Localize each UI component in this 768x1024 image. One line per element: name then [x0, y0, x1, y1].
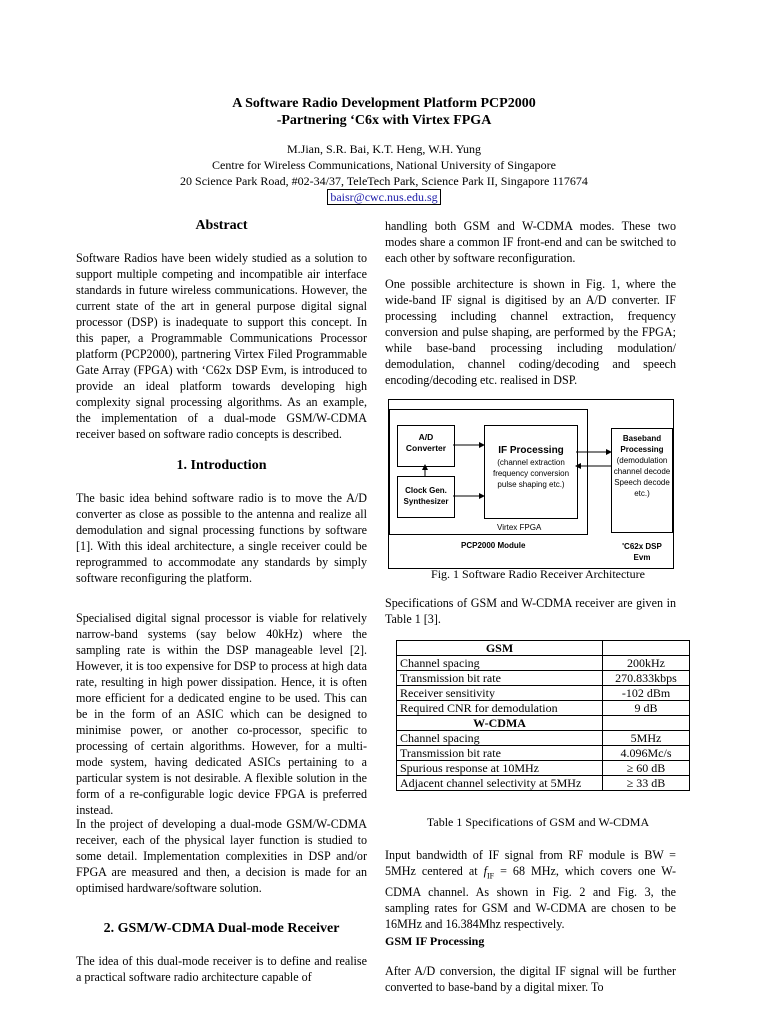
table-cell: Transmission bit rate	[397, 671, 603, 686]
intro-paragraph-1: The basic idea behind software radio is to move the A/D converter as close as possible to the antenna and realize all demodulation and signal processing functions by software [1]. With this ideal architecture, a single receiver could be reprogrammed to accommodate any standards by simply software reconfiguring the platform.	[76, 491, 367, 585]
gsm-header: GSM	[397, 641, 603, 656]
table-1-caption: Table 1 Specifications of GSM and W-CDMA	[426, 815, 650, 829]
ad-label-2: Converter	[405, 443, 447, 453]
address: 20 Science Park Road, #02-34/37, TeleTech Park, Science Park II, Singapore 117674	[180, 174, 588, 188]
intro-p3-block	[76, 816, 367, 896]
bb-label-5: Speech decode	[614, 478, 670, 487]
table-cell: Channel spacing	[397, 656, 603, 671]
section2-heading: 2. GSM/W-CDMA Dual-mode Receiver	[103, 921, 340, 936]
p3-part-a: Input bandwidth of IF signal from RF module is BW = 5MHz centered at	[385, 848, 676, 878]
table-row	[397, 761, 690, 776]
dsp-label-1: 'C62x DSP	[622, 542, 662, 551]
intro-heading: 1. Introduction	[176, 458, 267, 473]
table-row	[397, 716, 690, 731]
if-detail-1: (channel extraction	[497, 458, 565, 467]
table-row	[397, 776, 690, 791]
if-title: IF Processing	[498, 445, 564, 456]
right-paragraph-2: Specifications of GSM and W-CDMA receiver are given in Table 1 [3].	[385, 596, 676, 626]
table-cell: Channel spacing	[397, 731, 603, 746]
pcp2000-module-label: PCP2000 Module	[461, 541, 526, 550]
dsp-label-2: Evm	[633, 553, 651, 562]
table-row	[397, 746, 690, 761]
table-row	[397, 656, 690, 671]
table-cell	[603, 641, 690, 656]
bb-label-1: Baseband	[622, 434, 662, 443]
table-cell: 9 dB	[603, 701, 690, 716]
p3-part-b: = 68 MHz, which covers one W-CDMA channel. As shown in Fig. 2 and Fig. 3, the sampling rates for GSM and W-CDMA are chosen to be 16MHz and 16.384Mhz respectively.	[385, 864, 676, 932]
abstract-paragraph: Software Radios have been widely studied as a solution to support multiple competing and incompatible air interface standards in future wireless communications. However, the current state of the art in general purpose digital signal processor (DSP) is inadequate to support this concept. In this paper, a Programmable Communications Processor platform (PCP2000), partnering Virtex Filed Programmable Gate Array (FPGA) with ‘C62x DSP Evm, is introduced to provide an ideal platform towards developing high complexity signal processing algorithms. As an example, the implementation of a dual-mode GSM/W-CDMA receiver based on software radio concepts is described.	[76, 251, 367, 441]
right-p1-block	[385, 276, 676, 388]
intro-p1-block	[76, 490, 367, 586]
figure-1	[388, 399, 674, 569]
p3-if-subscript: IF	[486, 871, 495, 881]
if-detail-2: frequency conversion	[492, 469, 570, 478]
paper-title-line1: A Software Radio Development Platform PCP2000	[232, 96, 536, 111]
table-cell: Transmission bit rate	[397, 746, 603, 761]
table-cell: 200kHz	[603, 656, 690, 671]
abstract-text	[76, 250, 367, 442]
clock-label-1: Clock Gen.	[405, 486, 447, 495]
table-cell	[603, 716, 690, 731]
intro-paragraph-2: Specialised digital signal processor is viable for relatively narrow-band systems (say below 40kHz) where the sampling rate is within the DSP manageable level [2]. However, it is too expensive for DSP to process at high data rate, resulting in high power dissipation. Hence, it is often more efficient for a dedicated engine to be used. This can be in the form of an ASIC which can be designed to minimise power, or another co-processor, specific to processing of certain algorithms. However, for a multi-mode system, having dedicated ASICs pertaining to a particular system is not desirable. A flexible solution in the form of a re-configurable logic device FPGA is preferred instead.	[76, 611, 367, 817]
figure-arrows	[389, 400, 673, 568]
table-row	[397, 701, 690, 716]
section2-paragraph-1: The idea of this dual-mode receiver is to define and realise a practical software radio architecture capable of	[76, 954, 367, 984]
table-cell: ≥ 60 dB	[603, 761, 690, 776]
table-cell: Spurious response at 10MHz	[397, 761, 603, 776]
right-paragraph-3	[385, 847, 676, 932]
table-cell: 4.096Mc/s	[603, 746, 690, 761]
right-p2-block	[385, 595, 676, 627]
right-paragraph-1: One possible architecture is shown in Fig. 1, where the wide-band IF signal is digitised by an A/D converter. IF processing including channel extraction, frequency conversion and pulse shaping, are performed by the FPGA; while base-band processing including modulation/ demodulation, channel coding/decoding and speech encoding/decoding etc. realised in DSP.	[385, 277, 676, 387]
clock-label-2: Synthesizer	[403, 497, 449, 506]
figure-1-caption: Fig. 1 Software Radio Receiver Architecture	[431, 567, 645, 581]
table-row	[397, 671, 690, 686]
bb-label-2: Processing	[620, 445, 664, 454]
table-cell: 5MHz	[603, 731, 690, 746]
right-p4-block	[385, 963, 676, 995]
table-row	[397, 731, 690, 746]
table-cell: Required CNR for demodulation	[397, 701, 603, 716]
table-cell: 270.833kbps	[603, 671, 690, 686]
table-row	[397, 686, 690, 701]
section2-p1-block	[76, 953, 367, 985]
ad-label-1: A/D	[418, 432, 434, 442]
wcdma-header: W-CDMA	[397, 716, 603, 731]
right-p3-block	[385, 847, 676, 932]
intro-paragraph-3: In the project of developing a dual-mode GSM/W-CDMA receiver, each of the physical layer function is studied to some detail. Implementation complexities in DSP and/or FPGA are measured and then, a decision is made for an optimised hardware/software solution.	[76, 817, 367, 895]
table-cell: -102 dBm	[603, 686, 690, 701]
abstract-heading: Abstract	[195, 218, 248, 233]
bb-label-3: (demodulation	[616, 456, 668, 465]
virtex-label: Virtex FPGA	[497, 523, 542, 532]
table-cell: Adjacent channel selectivity at 5MHz	[397, 776, 603, 791]
table-row	[397, 641, 690, 656]
affiliation: Centre for Wireless Communications, National University of Singapore	[212, 158, 556, 172]
authors: M.Jian, S.R. Bai, K.T. Heng, W.H. Yung	[286, 142, 481, 156]
table-cell: Receiver sensitivity	[397, 686, 603, 701]
p3-f-symbol: f	[483, 864, 487, 878]
right-p0-block	[385, 218, 676, 266]
email-line	[0, 189, 768, 205]
bb-label-6: etc.)	[634, 489, 650, 498]
spec-table	[396, 640, 690, 791]
paper-title-line2: -Partnering ‘C6x with Virtex FPGA	[276, 113, 492, 128]
right-paragraph-4: After A/D conversion, the digital IF signal will be further converted to base-band by a digital mixer. To	[385, 964, 676, 994]
if-detail-3: pulse shaping etc.)	[497, 480, 565, 489]
intro-p2-block	[76, 610, 367, 818]
table-cell: ≥ 33 dB	[603, 776, 690, 791]
email-link[interactable]: baisr@cwc.nus.edu.sg	[327, 189, 440, 205]
bb-label-4: channel decode	[613, 467, 671, 476]
right-paragraph-0: handling both GSM and W-CDMA modes. These two modes share a common IF front-end and can be switched to each other by software reconfiguration.	[385, 219, 676, 265]
gsm-if-processing-heading: GSM IF Processing	[385, 934, 485, 948]
